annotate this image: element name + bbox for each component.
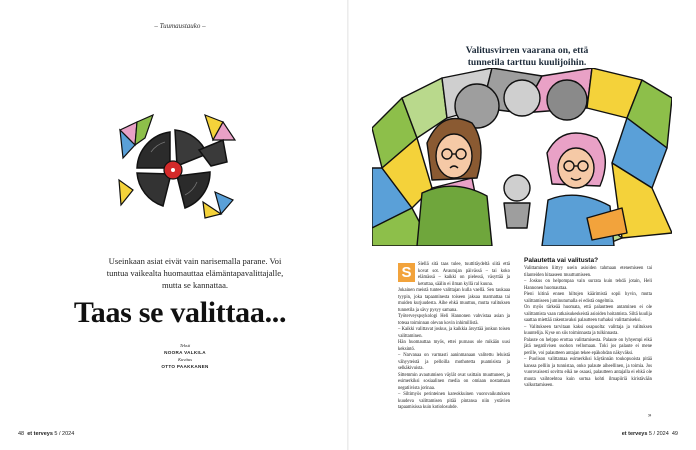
- col2-paragraph: Palaute on helppo erottaa valittamisesta. Palaute on lyhyempi eikä jätä negatiivisen suohon vellomaan. Toki jos palaute ei mene perille, voi palautteen antajan tekee epäkohdan näkyväksi.: [524, 337, 652, 356]
- article-credits: [120, 342, 250, 370]
- col1-paragraph: – Siltimyös perinteinen kareokkuinen vuorovaikutuksen kuudeva valittamisen pitää pintansa niin ystävien tapaamisissa kuin kotiolosuhde.: [398, 392, 510, 410]
- left-magazine-name: et terveys: [27, 431, 53, 437]
- section-label: – Tuumaustauko –: [154, 22, 206, 30]
- right-page-number: 49: [671, 431, 678, 437]
- subheading: Palautetta vai valitusta?: [524, 257, 599, 264]
- col2-paragraph: – Joskus on helpompaa vain surrata kuin tehdä jotain, Heli Hannonen huomauttaa.: [524, 279, 652, 291]
- col1-paragraph: Työterveyspsykologi Heli Hannonen vahvistaa asian ja toteaa toiminnan olevan kovin inhimillistä.: [398, 314, 510, 326]
- drop-cap: S: [398, 263, 415, 282]
- col1-paragraph: Hän huomauttaa myös, ettei purnaus ole mikään uusi keksintö.: [398, 340, 510, 352]
- col2-paragraph: Valittaminen liittyy usein asioiden tahmaan etenemiseen tai tilanteiden hitaaseen muuttumiseen.: [524, 266, 652, 278]
- body-column-2: [524, 257, 652, 390]
- col2-paragraph: – Valitukseen tarvitaan kaksi osapuolta: valittaja ja valituksen kuuntelija. Kyse on siis toiminnasta ja tulkinnasta.: [524, 324, 652, 336]
- lead-paragraph: Useinkaan asiat eivät vain narisemalla parane. Voi tuntua vaikealta huomauttaa elämäntapavalittajalle, mutta se kannattaa.: [106, 256, 284, 290]
- article-headline: Taas se valittaa...: [73, 296, 287, 329]
- right-footer: [622, 431, 678, 437]
- col1-paragraph: – Kaikki valittavat joskus, ja kaikkia ärsyttää jonkun toisen valittaminen.: [398, 327, 510, 339]
- stained-glass-couple-illustration: [372, 68, 672, 246]
- page-gutter: [347, 0, 349, 450]
- left-footer: [18, 431, 74, 437]
- illustration-role: Kuvitus: [177, 357, 193, 362]
- broken-record-illustration: [115, 110, 240, 220]
- text-author: NOORA VALKILA: [164, 350, 206, 355]
- pull-quote: Valitusvirren vaarana on, että tunnetila tarttuu kuulijoihin.: [465, 45, 589, 68]
- col1-paragraph: Siellä sitä taas tulee, tuuttitäydeltä siitä että kovat sot. Avautujan päivässä – tai koko elämässä – kaikki on pielessä, väsyttää ja ketuttaa, säälin ei ilman kyllä ral kuuna.: [418, 262, 510, 287]
- col2-paragraph: On myös tärkeää huomata, että palautteen antaminen ei ole valittamista vaan ratkaisukeskeistä asioiden hoitamista. Siltä kuulija saattaa miettää rakentavaksi palautteen turhaksi valittamiseksi.: [524, 305, 652, 323]
- right-issue: 5 / 2024: [648, 431, 669, 437]
- col2-paragraph: Pieni kitinä ennen hiltojen käärimistä sopii hyvin, mutta valittamiseen juminutumalla ei edistä ongelmia.: [524, 292, 652, 304]
- text-role: Teksti: [179, 343, 191, 348]
- col1-paragraph: Jokainen meistä tuntee valittajan kulla vaellä. Sen taukaaa tyypin, joka tapaaminesta toiseen jaksaa marmattaa tai muiden kurjuudesta. Aihe ehkä muuttuu, mutta valituksen tunnetila ja sävy pysyy samana.: [398, 288, 510, 313]
- col1-paragraph: – Narvanaa on varmasti aaninmanaan valitettu leluistä vähyyteistä ja pelloilla mothotetta puamisista ja selkäkivuista.: [398, 353, 510, 371]
- illustrator: OTTO PAAKKANEN: [161, 364, 209, 369]
- left-page-number: 48: [18, 431, 25, 437]
- col2-paragraph: – Puolison valittamaa esimerkiksi käytännän toukopuoista pitää kanssa pelliin ja tunnistaa, onko palaute aiheellinen, ja toimia. Jos vuorovaisesti sovittu eikä ne osaasi, palautteen antajalla ei ehkä ole muuta vaihtoehtoa kuin sortua kohti ilmapiiriä kiristävään valkuttamiseen.: [524, 357, 652, 388]
- right-magazine-name: et terveys: [621, 431, 648, 437]
- continue-arrow-icon: »: [648, 413, 652, 419]
- body-column-1: [398, 262, 510, 412]
- col1-paragraph: Sittemmin avautumisen väylät ovat usittain muuttuneet, ja esimerkiksi sosiaalinen media on omiaan nostamaan negatiivista jorinaa.: [398, 372, 510, 391]
- left-issue: 5 / 2024: [54, 431, 75, 437]
